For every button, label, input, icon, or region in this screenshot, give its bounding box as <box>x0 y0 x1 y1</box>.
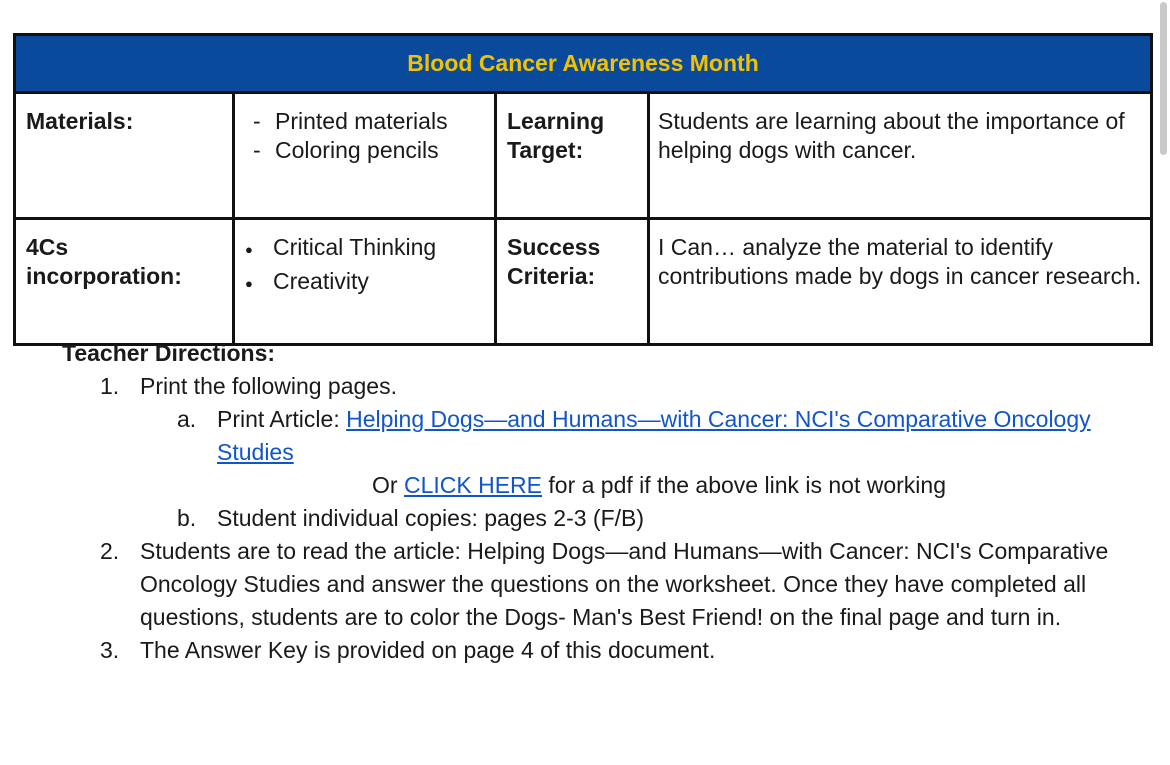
fourcs-cell <box>234 219 496 345</box>
step-number: 3. <box>100 637 120 663</box>
list-item: ● Creativity <box>251 267 494 296</box>
list-item: ● Critical Thinking <box>251 233 494 262</box>
step-3 <box>62 634 1162 667</box>
fourcs-label-line: 4Cs <box>26 234 69 260</box>
learning-target-label-line: Target: <box>507 137 584 163</box>
materials-list <box>235 94 494 165</box>
step-text: Print the following pages. <box>140 373 397 399</box>
article-link[interactable]: Helping Dogs—and Humans—with Cancer: NCI's Comparative Oncology Studies <box>217 406 1091 465</box>
success-criteria-label <box>496 219 649 345</box>
materials-label: Materials: <box>15 93 234 219</box>
list-item: - Printed materials <box>253 107 494 136</box>
fourcs-label-line: incorporation: <box>26 263 182 289</box>
list-item: - Coloring pencils <box>253 136 494 165</box>
step-text: Print Article: <box>217 406 347 432</box>
table-title: Blood Cancer Awareness Month <box>15 35 1152 93</box>
teacher-directions <box>62 337 1162 667</box>
step-text: Students are to read the article: Helping Dogs—and Humans—with Cancer: NCI's Comparative Oncology Studies and answer the questions on the worksheet. Once they have completed all questions, students are to color the Dogs- Man's Best Friend! on the final page and turn in. <box>140 538 1109 630</box>
step-letter: a. <box>177 406 197 432</box>
fourcs-list <box>235 220 494 296</box>
step-2 <box>62 535 1162 634</box>
lesson-plan-table <box>13 33 1153 346</box>
step-1 <box>62 370 1162 403</box>
success-criteria-text: I Can… analyze the material to identify contributions made by dogs in cancer research. <box>649 219 1152 345</box>
step-1a <box>62 403 1162 469</box>
materials-cell <box>234 93 496 219</box>
alt-prefix: Or <box>372 472 404 498</box>
success-label-line: Criteria: <box>507 263 596 289</box>
directions-heading: Teacher Directions: <box>62 340 276 366</box>
click-here-link[interactable]: CLICK HERE <box>403 472 542 498</box>
fourcs-label <box>15 219 234 345</box>
learning-target-label <box>496 93 649 219</box>
step-number: 2. <box>100 538 120 564</box>
scrollbar-thumb[interactable] <box>1160 2 1167 155</box>
step-number: 1. <box>100 373 120 399</box>
step-text: The Answer Key is provided on page 4 of this document. <box>140 637 716 663</box>
step-letter: b. <box>177 505 197 531</box>
learning-target-text: Students are learning about the importance of helping dogs with cancer. <box>649 93 1152 219</box>
learning-target-label-line: Learning <box>507 108 605 134</box>
step-1b <box>62 502 1162 535</box>
step-text: Student individual copies: pages 2-3 (F/B) <box>217 505 645 531</box>
alternate-link-line <box>62 469 1162 502</box>
success-label-line: Success <box>507 234 601 260</box>
alt-suffix: for a pdf if the above link is not working <box>542 472 946 498</box>
